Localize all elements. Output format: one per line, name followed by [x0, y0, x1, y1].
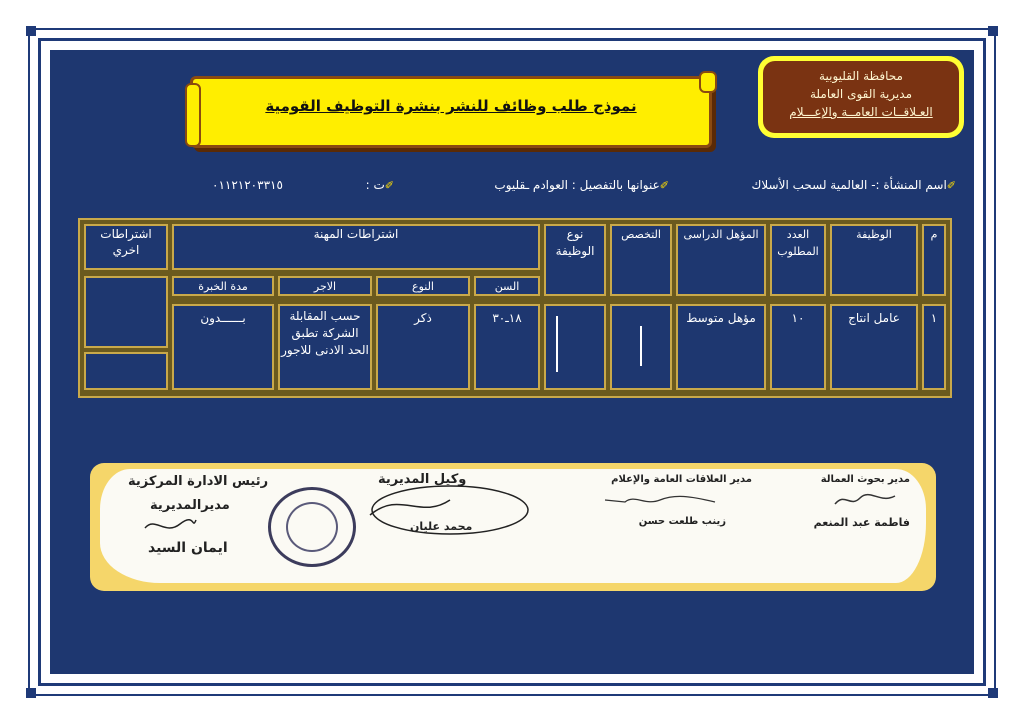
scroll-roll-right	[699, 71, 717, 93]
cell-other-2	[84, 352, 168, 390]
header-specialty: التخصص	[610, 224, 672, 296]
sig1-signature	[830, 490, 900, 510]
organization-box-inner	[763, 61, 959, 133]
cell-count: ١٠	[770, 304, 826, 390]
header-qualification: المؤهل الدراسى	[676, 224, 766, 296]
sig4-subtitle: مديرالمديرية	[150, 498, 230, 513]
bullet-icon: ✐	[659, 179, 669, 192]
header-count: العدد المطلوب	[770, 224, 826, 296]
header-requirements: اشتراطات المهنة	[172, 224, 540, 270]
cell-job: عامل انتاج	[830, 304, 918, 390]
cell-qualification: مؤهل متوسط	[676, 304, 766, 390]
empty-mark	[640, 326, 642, 366]
sig1-name: فاطمة عبد المنعم	[813, 516, 910, 529]
cell-experience: بــــــدون	[172, 304, 274, 390]
sig1-title: مدير بحوث العمالة	[820, 474, 910, 485]
organization-box	[758, 56, 964, 138]
sig2-signature	[600, 490, 720, 510]
jobs-table	[78, 218, 952, 398]
establishment-name: ✐اسم المنشأة :- العالمية لسحب الأسلاك	[751, 178, 956, 192]
header-job: الوظيفة	[830, 224, 918, 296]
cell-other-1	[84, 276, 168, 348]
header-experience: مدة الخبرة	[172, 276, 274, 296]
sig4-title: رئيس الادارة المركزية	[128, 474, 269, 489]
phone-value: ٠١١٢١٢٠٣٣١٥	[212, 178, 283, 192]
sig3-title: وكيل المديرية	[378, 472, 467, 487]
org-directorate: مديرية القوى العاملة	[809, 87, 912, 101]
header-job-type: نوع الوظيفة	[544, 224, 606, 296]
empty-mark	[556, 316, 558, 372]
bullet-icon: ✐	[384, 179, 394, 192]
sig2-name: زينب طلعت حسن	[638, 516, 726, 527]
bullet-icon: ✐	[946, 179, 956, 192]
cell-specialty	[610, 304, 672, 390]
cell-job-type	[544, 304, 606, 390]
org-governorate: محافظة القليوبية	[819, 69, 903, 83]
establishment-address: ✐عنوانها بالتفصيل : العوادم ـقليوب	[494, 178, 669, 192]
title-banner	[190, 76, 712, 148]
header-salary: الاجر	[278, 276, 372, 296]
org-department: العـلاقــات العامــة والإعـــلام	[789, 105, 933, 119]
cell-no: ١	[922, 304, 946, 390]
corner-ornament	[26, 26, 36, 36]
sig3-name: محمد عليان	[410, 520, 473, 533]
header-age: السن	[474, 276, 540, 296]
phone-label: ✐ت :	[365, 178, 394, 192]
header-no: م	[922, 224, 946, 296]
header-gender: النوع	[376, 276, 470, 296]
page-title: نموذج طلب وظائف للنشر بنشرة التوظيف القومية	[265, 97, 637, 115]
header-other: اشتراطات اخري	[84, 224, 168, 270]
sig4-signature	[140, 516, 200, 536]
cell-age: ١٨ـ٣٠	[474, 304, 540, 390]
scroll-roll-left	[185, 83, 201, 147]
cell-salary: حسب المقابلة الشركة تطبق الحد الادنى للاجور	[278, 304, 372, 390]
corner-ornament	[988, 26, 998, 36]
eagle-emblem-icon	[286, 502, 338, 552]
sig4-name: ايمان السيد	[148, 540, 228, 556]
corner-ornament	[26, 688, 36, 698]
cell-gender: ذكر	[376, 304, 470, 390]
sig2-title: مدير العلاقات العامة والإعلام	[611, 474, 752, 485]
corner-ornament	[988, 688, 998, 698]
